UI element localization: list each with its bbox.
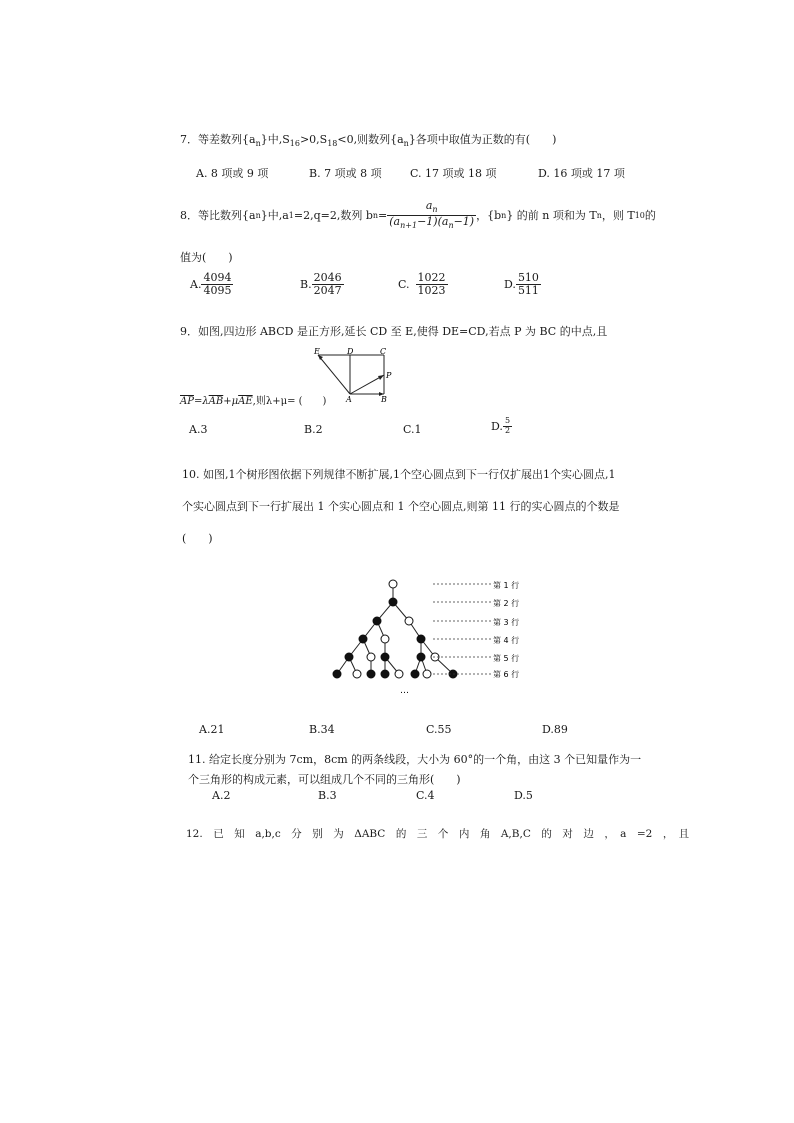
q10-option-b: B.34 — [309, 723, 335, 736]
q8-line2: 值为( ) — [180, 251, 233, 264]
q9-label-E: E — [314, 347, 320, 356]
tree-node-hollow — [395, 670, 403, 678]
q8-opt-a-den: 4095 — [203, 284, 232, 298]
q8-frac-num: a — [425, 198, 433, 212]
q8-bn-fraction — [387, 200, 476, 231]
q9-eq1: =λ — [193, 396, 209, 407]
q9-plus: +μ — [223, 396, 239, 407]
q8-opt-d-label: D. — [504, 278, 516, 292]
q11-line2: 个三角形的构成元素，可以组成几个不同的三角形( ) — [188, 773, 461, 786]
q8-tail-a: ，{b — [476, 209, 502, 222]
q8-frac-den-sub1: n+1 — [400, 220, 418, 230]
q8-frac-num-sub: n — [432, 204, 438, 214]
q8-option-c — [398, 272, 448, 297]
q8-frac-den-a: (a — [389, 214, 401, 228]
tree-node-hollow — [381, 635, 389, 643]
q8-tail-d: 的 — [644, 209, 656, 222]
tree-node-hollow — [389, 580, 397, 588]
q10-tree-diagram — [325, 575, 540, 700]
q8-frac-den-b: −1)(a — [417, 214, 449, 228]
q11-option-c: C.4 — [416, 789, 435, 802]
q8-frac-den-sub2: n — [448, 220, 454, 230]
q8-tail-c: ，则 T — [601, 209, 635, 222]
q7-option-d: D. 16 项或 17 项 — [538, 167, 625, 180]
tree-node-solid — [389, 598, 397, 606]
q10-option-d: D.89 — [542, 723, 568, 736]
q10-line2: 个实心圆点到下一行扩展出 1 个实心圆点和 1 个空心圆点,则第 11 行的实心圆点的个数是 — [182, 500, 620, 513]
q8-opt-b-label: B. — [300, 278, 312, 292]
q8-option-d — [504, 272, 541, 297]
q8-opt-c-label: C. — [398, 278, 410, 292]
q8-stem — [180, 198, 656, 232]
q8-opt-b-frac — [312, 272, 344, 297]
q9-opt-d-den: 2 — [504, 425, 511, 435]
q8-option-a — [190, 272, 233, 297]
q8-opt-d-den: 511 — [517, 284, 539, 298]
q8-sub-1: 1 — [288, 210, 294, 220]
q9-tail: ,则λ+μ= ( ) — [252, 396, 327, 407]
q8-tail-sub2: n — [596, 210, 602, 220]
q10-ellipsis: … — [400, 686, 409, 696]
q7-option-b: B. 7 项或 8 项 — [309, 167, 382, 180]
q10-line3: ( ) — [182, 532, 213, 545]
tree-node-solid — [373, 617, 381, 625]
tree-node-solid — [411, 670, 419, 678]
tree-node-hollow — [367, 653, 375, 661]
tree-node-solid — [381, 670, 389, 678]
q11-option-d: D.5 — [514, 789, 533, 802]
q11-line1: 11. 给定长度分别为 7cm，8cm 的两条线段，大小为 60°的一个角，由这 3 个已知量作为一 — [188, 753, 642, 766]
tree-node-solid — [333, 670, 341, 678]
q10-option-a: A.21 — [199, 723, 225, 736]
q7-text-e: }各项中取值为正数的有( ) — [408, 133, 557, 146]
tree-node-hollow — [423, 670, 431, 678]
q9-label-B: B — [381, 395, 387, 404]
q7-option-c: C. 17 项或 18 项 — [410, 167, 497, 180]
q9-option-a: A.3 — [189, 423, 208, 436]
q8-opt-d-num: 510 — [517, 271, 539, 284]
q7-text-c: >0,S — [299, 133, 328, 146]
q9-line-AE — [318, 355, 350, 394]
tree-node-solid — [367, 670, 375, 678]
q10-row-label-6: 第 6 行 — [493, 670, 520, 679]
q8-opt-b-den: 2047 — [313, 284, 342, 298]
q8-tail-b: } 的前 n 项和为 T — [506, 209, 597, 222]
q8-option-b — [300, 272, 344, 297]
tree-node-solid — [417, 653, 425, 661]
q9-option-b: B.2 — [304, 423, 323, 436]
q9-vector-equation — [180, 392, 326, 407]
q8-opt-c-num: 1022 — [417, 271, 446, 284]
q11-option-b: B.3 — [318, 789, 337, 802]
q10-row-label-2: 第 2 行 — [493, 599, 520, 608]
q8-frac-den-c: −1) — [453, 214, 475, 228]
q7-sub-16: 16 — [289, 139, 300, 149]
q8-text-b: }中,a — [260, 209, 289, 222]
q10-option-c: C.55 — [426, 723, 452, 736]
q10-row-label-5: 第 5 行 — [493, 654, 520, 663]
q11-option-a: A.2 — [212, 789, 231, 802]
tree-node-hollow — [353, 670, 361, 678]
q7-sub-n: n — [255, 139, 261, 149]
q9-opt-d-num: 5 — [504, 416, 511, 425]
q9-label-A: A — [346, 395, 352, 404]
q8-opt-a-frac — [201, 272, 233, 297]
q8-text-a: 8．等比数列{a — [180, 209, 256, 222]
q8-tail-sub: n — [501, 210, 507, 220]
q9-option-d — [491, 417, 512, 436]
q8-eq: = — [378, 208, 388, 222]
q8-sub-n2: n — [372, 210, 379, 220]
q8-sub-n: n — [255, 210, 261, 220]
q8-opt-d-frac — [516, 272, 541, 297]
q9-vec-AE: $\overline{AE}$ — [238, 396, 253, 407]
q10-row-label-4: 第 4 行 — [493, 636, 520, 645]
q9-opt-d-label: D. — [491, 419, 503, 433]
q9-arrow-P — [378, 375, 384, 380]
q10-row-label-3: 第 3 行 — [493, 618, 520, 627]
q10-row-guides — [433, 584, 491, 674]
q9-vec-AP: $\overline{AP}$ — [180, 396, 194, 407]
q8-opt-a-label: A. — [190, 278, 202, 292]
q8-opt-c-frac — [416, 272, 448, 297]
q7-text-b: }中,S — [260, 133, 290, 146]
q8-text-c: =2,q=2,数列 b — [293, 209, 373, 222]
q9-label-C: C — [380, 347, 387, 356]
q9-stem: 9．如图,四边形 ABCD 是正方形,延长 CD 至 E,使得 DE=CD,若点 P 为 BC 的中点,且 — [180, 325, 608, 338]
q9-label-P: P — [386, 371, 392, 380]
q8-tail-sub10: 10 — [634, 210, 645, 220]
q9-vec-AB: $\overline{AB}$ — [208, 396, 224, 407]
q12-line1: 12. 已 知 a,b,c 分 别 为 ΔABC 的 三 个 内 角 A,B,C 的 对 边 ， a =2 ， 且 — [186, 828, 690, 840]
tree-node-solid — [345, 653, 353, 661]
tree-node-solid — [381, 653, 389, 661]
tree-node-solid — [417, 635, 425, 643]
q9-label-D: D — [347, 347, 354, 356]
q9-option-c: C.1 — [403, 423, 422, 436]
q7-text-a: 7．等差数列{a — [180, 133, 256, 146]
q7-text-d: <0,则数列{a — [337, 133, 404, 146]
q8-opt-a-num: 4094 — [203, 271, 232, 284]
q10-line1: 10. 如图,1个树形图依据下列规律不断扩展,1个空心圆点到下一行仅扩展出1个实心圆点,1 — [182, 468, 616, 481]
q10-row-label-1: 第 1 行 — [493, 581, 520, 590]
q7-option-a: A. 8 项或 9 项 — [196, 167, 269, 180]
q9-opt-d-frac — [503, 417, 512, 436]
q8-opt-b-num: 2046 — [313, 271, 342, 284]
tree-node-hollow — [405, 617, 413, 625]
q7-sub-n2: n — [403, 139, 409, 149]
q8-opt-c-den: 1023 — [417, 284, 446, 298]
tree-node-solid — [359, 635, 367, 643]
q7-sub-18: 18 — [327, 139, 338, 149]
q7-stem — [180, 131, 556, 148]
q9-line-AP — [350, 375, 384, 394]
